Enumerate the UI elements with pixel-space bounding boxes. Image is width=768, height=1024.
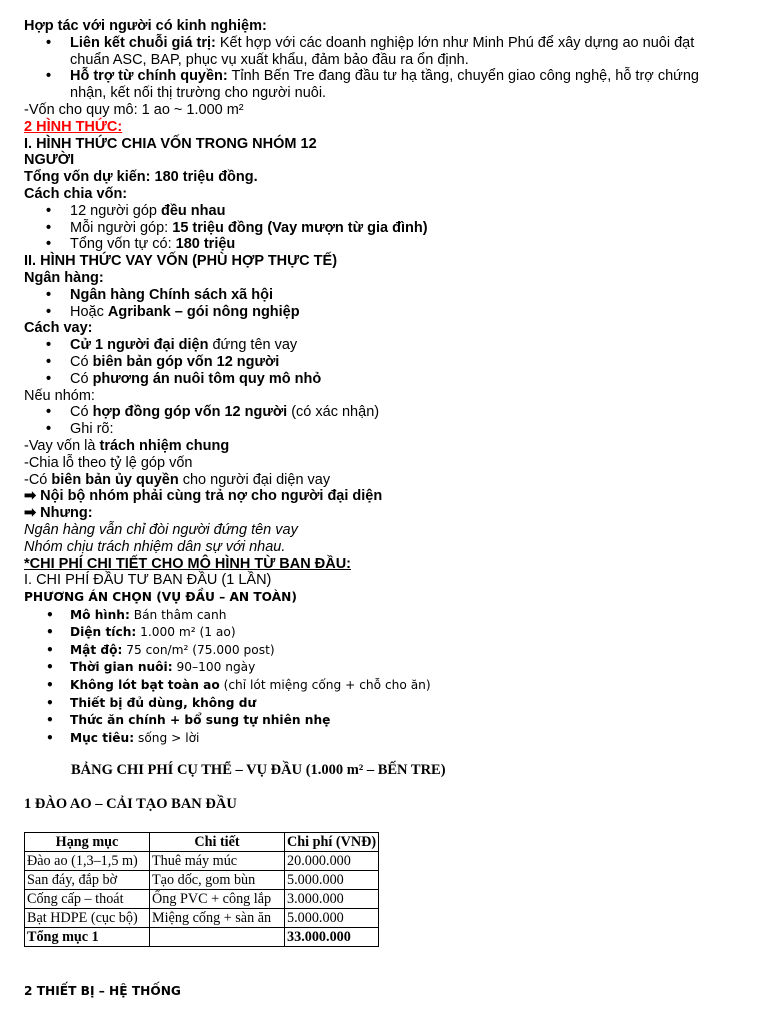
note-text: -Có — [24, 471, 52, 488]
list-item — [24, 203, 768, 220]
item-bold: đều nhau — [160, 202, 226, 219]
item-text: Mỗi người góp: — [70, 219, 173, 236]
table-cell: Tổng mục 1 — [25, 928, 150, 947]
table-cell: Miệng cống + sàn ăn — [150, 909, 285, 928]
note-bold: trách nhiệm chung — [99, 437, 230, 454]
cooperation-list — [24, 35, 768, 102]
list-item — [24, 220, 768, 237]
item-text: Ghi rõ: — [70, 421, 114, 438]
note-line — [24, 455, 768, 472]
item-text: Có — [70, 370, 93, 387]
cooperation-section — [24, 18, 768, 589]
item-text: Hoặc — [70, 303, 108, 320]
item-bold: Cử 1 người đại diện — [70, 337, 209, 354]
total-capital-text: Tổng vốn dự kiến: 180 triệu đồng. — [24, 169, 258, 186]
costs-title: *CHI PHÍ CHI TIẾT CHO MÔ HÌNH TỪ BAN ĐẦU: — [24, 555, 351, 572]
list-item — [24, 371, 768, 388]
table-cell: Đào ao (1,3–1,5 m) — [25, 852, 150, 871]
italic-note: Ngân hàng vẫn chỉ đòi người đứng tên vay — [24, 521, 298, 538]
section-heading: 2 THIẾT BỊ – HỆ THỐNG — [24, 984, 181, 999]
item-text: Tổng vốn tự có: — [70, 236, 176, 253]
item-text-cont: nhận, kết nối thị trường cho người nuôi. — [70, 85, 327, 102]
table-cell: 5.000.000 — [285, 909, 379, 928]
list-item — [24, 695, 768, 713]
arrow-line: ➡ Nội bộ nhóm phải cùng trả nợ cho người đại diện — [24, 488, 383, 505]
table-cell: 5.000.000 — [285, 871, 379, 890]
item-bold: hợp đồng góp vốn 12 người — [92, 404, 288, 421]
split-list — [24, 203, 768, 253]
list-item — [24, 730, 768, 748]
list-item — [24, 68, 768, 102]
item-text: 90–100 ngày — [172, 660, 256, 675]
table-cell — [150, 928, 285, 947]
item-bold: Diện tích: — [70, 625, 137, 640]
item-bold: Mật độ: — [70, 642, 123, 657]
table-row — [25, 909, 379, 928]
note-line — [24, 438, 768, 455]
item-bold: Thức ăn chính + bổ sung tự nhiên nhẹ — [70, 713, 331, 728]
split-label-text: Cách chia vốn: — [24, 185, 128, 202]
note-bold: biên bản ủy quyền — [51, 471, 179, 488]
note-line — [24, 472, 768, 489]
item-text: Có — [70, 353, 93, 370]
item-bold: Ngân hàng Chính sách xã hội — [70, 286, 274, 303]
table-cell: Thuê máy múc — [150, 852, 285, 871]
list-item — [24, 304, 768, 321]
table-total-row — [25, 928, 379, 947]
list-item — [24, 421, 768, 438]
item-text: 1.000 m² (1 ao) — [136, 625, 236, 640]
list-item — [24, 677, 768, 695]
cost-table — [24, 832, 379, 947]
item-bold: Hỗ trợ từ chính quyền: — [70, 68, 228, 85]
cost-table-title: BẢNG CHI PHÍ CỤ THỂ – VỤ ĐẦU (1.000 m² – BẾN TRE) — [71, 762, 446, 779]
item-bold: 180 triệu — [175, 236, 236, 253]
total-capital-line — [24, 169, 768, 186]
item-text: sống > lời — [134, 730, 200, 745]
bank-list — [24, 287, 768, 321]
table-row — [25, 890, 379, 909]
costs-subtitle: I. CHI PHÍ ĐẦU TƯ BAN ĐẦU (1 LẦN) — [24, 572, 272, 589]
item-text: đứng tên vay — [208, 337, 298, 354]
table-row — [25, 871, 379, 890]
item-text: Kết hợp với các doanh nghiệp lớn như Minh Phú để xây dựng ao nuôi đạt — [215, 34, 695, 51]
list-item — [24, 354, 768, 371]
item-text: Có — [70, 404, 93, 421]
plan-section — [24, 589, 768, 747]
note-text: -Chia lỗ theo tỷ lệ góp vốn — [24, 454, 193, 471]
list-item — [24, 287, 768, 304]
item-bold: Thời gian nuôi: — [70, 660, 173, 675]
table-row — [25, 852, 379, 871]
forms-title: 2 HÌNH THỨC: — [24, 118, 123, 135]
howto-list — [24, 337, 768, 387]
table-cell: Bạt HDPE (cục bộ) — [25, 909, 150, 928]
item-text: Bán thâm canh — [129, 607, 227, 622]
table-cell: Ống PVC + công lắp — [150, 890, 285, 909]
table-cell: 33.000.000 — [285, 928, 379, 947]
list-item — [24, 404, 768, 421]
table-cell: 3.000.000 — [285, 890, 379, 909]
item-bold: Liên kết chuỗi giá trị: — [70, 34, 216, 51]
italic-note: Nhóm chịu trách nhiệm dân sự với nhau. — [24, 538, 286, 555]
loan-title: II. HÌNH THỨC VAY VỐN (PHÙ HỢP THỰC TẾ) — [24, 253, 338, 270]
item-bold: Thiết bị đủ dùng, không dư — [70, 695, 257, 710]
if-group-label: Nếu nhóm: — [24, 387, 95, 404]
item-bold: Mục tiêu: — [70, 730, 135, 745]
item-bold: Mô hình: — [70, 607, 130, 622]
column-header: Hạng mục — [25, 833, 150, 852]
list-item — [24, 35, 768, 69]
item-text: 75 con/m² (75.000 post) — [122, 642, 275, 657]
item-bold: Agribank – gói nông nghiệp — [107, 303, 300, 320]
item-bold: phương án nuôi tôm quy mô nhỏ — [92, 370, 322, 387]
list-item — [24, 236, 768, 253]
list-item — [24, 337, 768, 354]
note-text: cho người đại diện vay — [178, 471, 331, 488]
list-item — [24, 659, 768, 677]
list-item — [24, 624, 768, 642]
cost-table-section — [24, 761, 768, 1000]
table-header-row — [25, 833, 379, 852]
item-text-cont: chuẩn ASC, BAP, phục vụ xuất khẩu, đảm bảo đầu ra ổn định. — [70, 51, 469, 68]
item-bold: biên bản góp vốn 12 người — [92, 353, 280, 370]
section-heading: 1 ĐÀO AO – CẢI TẠO BAN ĐẦU — [24, 796, 237, 813]
note-text: -Vay vốn là — [24, 437, 100, 454]
item-text: (có xác nhận) — [287, 404, 380, 421]
item-bold: 15 triệu đồng (Vay mượn từ gia đình) — [172, 219, 428, 236]
table-cell: Tạo dốc, gom bùn — [150, 871, 285, 890]
howto-label-line — [24, 320, 768, 337]
capital-line: -Vốn cho quy mô: 1 ao ~ 1.000 m² — [24, 101, 244, 118]
list-item — [24, 642, 768, 660]
bank-label-text: Ngân hàng: — [24, 269, 104, 286]
item-text: Tỉnh Bến Tre đang đầu tư hạ tầng, chuyển giao công nghệ, hỗ trợ chứng — [227, 68, 699, 85]
bank-label-line — [24, 270, 768, 287]
item-text: (chỉ lót miệng cống + chỗ cho ăn) — [219, 678, 431, 693]
howto-label-text: Cách vay: — [24, 320, 93, 337]
item-bold: Không lót bạt toàn ao — [70, 678, 220, 693]
group-list — [24, 404, 768, 438]
table-cell: Cống cấp – thoát — [25, 890, 150, 909]
table-cell: 20.000.000 — [285, 852, 379, 871]
plan-list — [24, 607, 768, 748]
column-header: Chi tiết — [150, 833, 285, 852]
split-label-line — [24, 186, 768, 203]
arrow-line: ➡ Nhưng: — [24, 505, 93, 522]
group-capital-title: I. HÌNH THỨC CHIA VỐN TRONG NHÓM 12 — [24, 135, 317, 152]
cooperation-heading: Hợp tác với người có kinh nghiệm: — [24, 18, 267, 34]
plan-title: PHƯƠNG ÁN CHỌN (VỤ ĐẦU – AN TOÀN) — [24, 590, 297, 605]
list-item — [24, 712, 768, 730]
table-cell: San đáy, đắp bờ — [25, 871, 150, 890]
item-text: 12 người góp — [70, 202, 161, 219]
list-item — [24, 607, 768, 625]
group-capital-title-cont: NGƯỜI — [24, 152, 75, 169]
column-header: Chi phí (VNĐ) — [285, 833, 379, 852]
